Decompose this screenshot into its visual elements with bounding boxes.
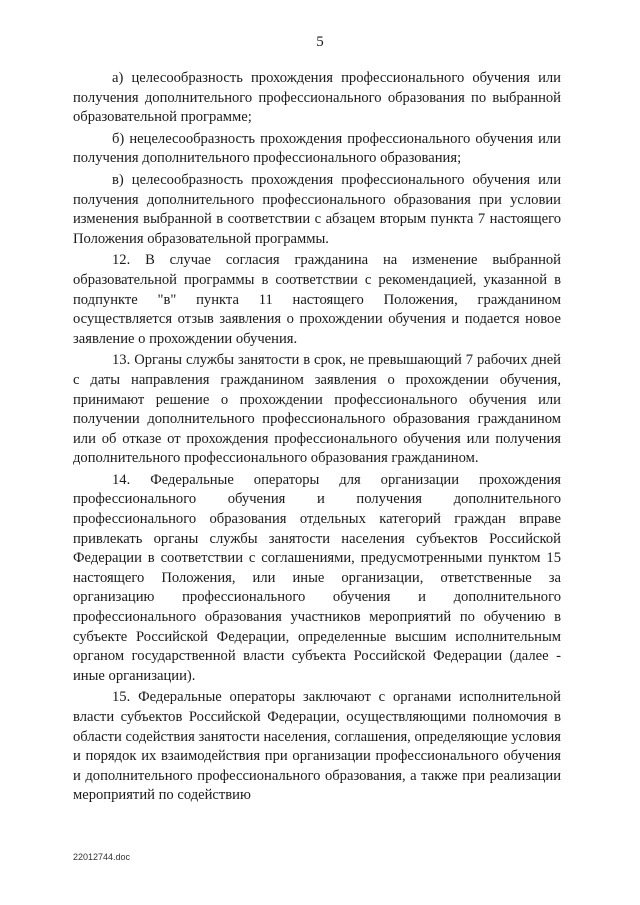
paragraph-subitem-a: а) целесообразность прохождения профессионального обучения или получения дополнительного профессионального образования по выбранной образовательной программе; [73, 70, 561, 126]
paragraph-13: 13. Органы службы занятости в срок, не превышающий 7 рабочих дней с даты направления гражданином заявления о прохождении обучения, принимают решение о прохождении профессионального обучения или получении дополнительного профессионального образования гражданином или об отказе от прохождения профессионального обучения или получения дополнительного профессионального образования гражданином. [73, 352, 561, 467]
paragraph-subitem-b: б) нецелесообразность прохождения профессионального обучения или получения дополнительного профессионального образования; [73, 130, 561, 167]
paragraph-subitem-v: в) целесообразность прохождения профессионального обучения или получения дополнительного профессионального образования при условии изменения выбранной в соответствии с абзацем вторым пункта 7 настоящего Положения образовательной программы. [73, 171, 561, 247]
document-body [73, 69, 561, 806]
page-number: 5 [316, 34, 324, 50]
paragraph-12: 12. В случае согласия гражданина на изменение выбранной образовательной программы в соответствии с рекомендацией, указанной в подпункте "в" пункта 11 настоящего Положения, гражданином осуществляется отзыв заявления о прохождении обучения и подается новое заявление о прохождении обучения. [73, 252, 561, 347]
paragraph-15: 15. Федеральные операторы заключают с органами исполнительной власти субъектов Российской Федерации, осуществляющими полномочия в области содействия занятости населения, соглашения, определяющие условия и порядок их взаимодействия при организации профессионального обучения и дополнительного профессионального образования, а также при реализации мероприятий по содействию [73, 689, 561, 804]
paragraph-14: 14. Федеральные операторы для организации прохождения профессионального обучения и получения дополнительного профессионального образования отдельных категорий граждан вправе привлекать органы службы занятости населения субъектов Российской Федерации в соответствии с соглашениями, предусмотренными пунктом 15 настоящего Положения, или иные организации, ответственные за организацию профессионального обучения и дополнительного профессионального образования участников мероприятий по обучению в субъекте Российской Федерации, определенные высшим исполнительным органом государственной власти субъекта Российской Федерации (далее - иные организации). [73, 471, 561, 684]
footer-file-name: 22012744.doc [73, 852, 131, 862]
